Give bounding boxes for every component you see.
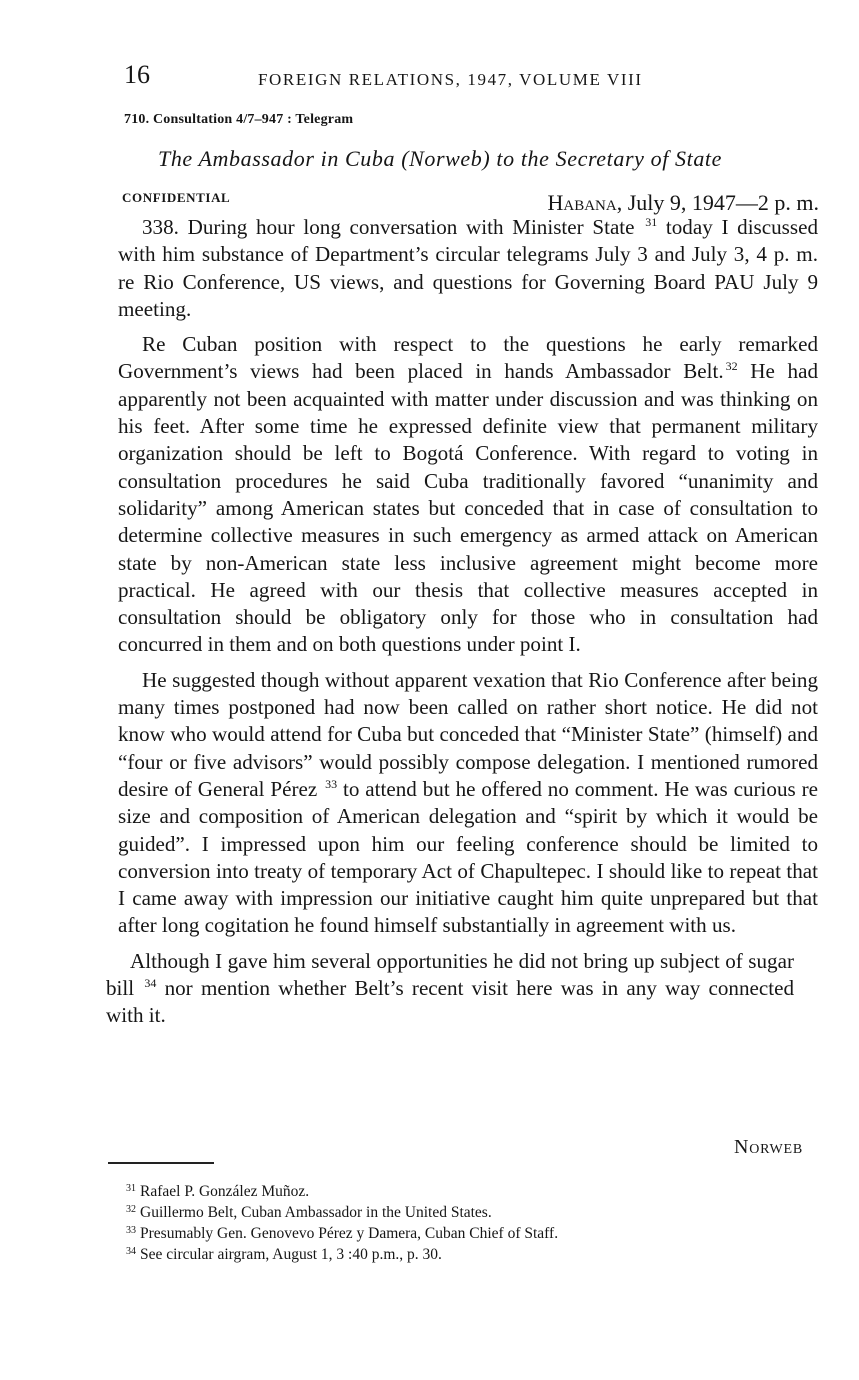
- footnote-text: See circular airgram, August 1, 3 :40 p.m., p. 30.: [140, 1246, 442, 1263]
- paragraph-text: Although I gave him several opportunities he did not bring up subject of sugar bill: [106, 948, 794, 1001]
- footnote-mark: 34: [126, 1246, 136, 1257]
- footnote-ref[interactable]: 34: [144, 976, 157, 991]
- paragraph-text: Re Cuban position with respect to the questions he early remarked Government’s views had been placed in hands Ambassador Belt.: [118, 332, 818, 384]
- running-head: [118, 60, 808, 94]
- footnote: [126, 1222, 766, 1243]
- footnote-mark: 31: [126, 1183, 136, 1194]
- footnote-mark: 33: [126, 1225, 136, 1236]
- footnote-divider: [108, 1162, 214, 1164]
- footnote: [126, 1180, 766, 1201]
- footnote: [126, 1201, 766, 1222]
- paragraph-text: He had apparently not been acquainted with matter under discussion and was thinking on his feet. After some time he expressed definite view that permanent military organization should be left to Bogotá Conference. With regard to voting in consultation procedures he said Cuba traditionally favored “unanimity and solidarity” among American states but conceded that in case of consultation to determine collective measures in such emergency as armed attack on American state by non-American state less inclusive agreement might become more practical. He agreed with our thesis that collective measures accepted in consultation should be obligatory only for those who in consultation had concurred in them and on both questions under point I.: [118, 359, 818, 657]
- dateline-place: Habana: [547, 190, 617, 215]
- footnotes-list: [126, 1180, 766, 1264]
- paragraph-text: 338. During hour long conversation with Minister State: [142, 215, 644, 239]
- footnote: [126, 1243, 766, 1264]
- dateline-date: , July 9, 1947—2 p. m.: [616, 190, 819, 215]
- paragraph: [118, 667, 818, 940]
- footnote-ref[interactable]: 31: [645, 215, 658, 229]
- running-title: FOREIGN RELATIONS, 1947, VOLUME VIII: [258, 70, 643, 89]
- footnote-text: Presumably Gen. Genovevo Pérez y Damera, Cuban Chief of Staff.: [140, 1225, 559, 1242]
- document-file-number: 710. Consultation 4/7–947 : Telegram: [124, 112, 354, 127]
- footnote-text: Rafael P. González Muñoz.: [140, 1183, 310, 1200]
- footnote-ref[interactable]: 33: [325, 776, 338, 791]
- document-heading: The Ambassador in Cuba (Norweb) to the Secretary of State: [158, 146, 722, 171]
- paragraph-text: today I discussed with him substance of Department’s circular telegrams July 3 and July 3, 4 p. m. re Rio Conference, US views, and questions for Governing Board PAU July 9 meeting.: [118, 215, 818, 321]
- paragraph-text: to attend but he offered no comment. He was curious re size and composition of American delegation and “spirit by which it would be guided”. I impressed upon him our feeling conference should be limited to conversion into treaty of temporary Act of Chapultepec. I should like to repeat that I came away with impression our initiative caught him quite unprepared but that after long cogitation he found himself substantially in agreement with us.: [118, 776, 818, 938]
- dateline: [547, 190, 819, 216]
- paragraph: [118, 331, 818, 659]
- telegram-body: [106, 214, 818, 1030]
- footnote-ref[interactable]: 32: [725, 359, 738, 374]
- footnote-mark: 32: [126, 1204, 136, 1215]
- classification-label: CONFIDENTIAL: [122, 190, 231, 205]
- page-number: 16: [124, 60, 150, 89]
- paragraph: [106, 948, 794, 1030]
- paragraph-text: nor mention whether Belt’s recent visit here was in any way connected with it.: [106, 976, 794, 1028]
- signature: Norweb: [733, 1136, 803, 1158]
- paragraph: [118, 214, 818, 323]
- footnote-text: Guillermo Belt, Cuban Ambassador in the United States.: [140, 1204, 492, 1221]
- paragraph-text: He suggested though without apparent vexation that Rio Conference after being many times postponed had now been called on rather short notice. He did not know who would attend for Cuba but conceded that “Minister State” (himself) and “four or five advisors” would possibly compose delegation. I mentioned rumored desire of General Pérez: [118, 667, 818, 801]
